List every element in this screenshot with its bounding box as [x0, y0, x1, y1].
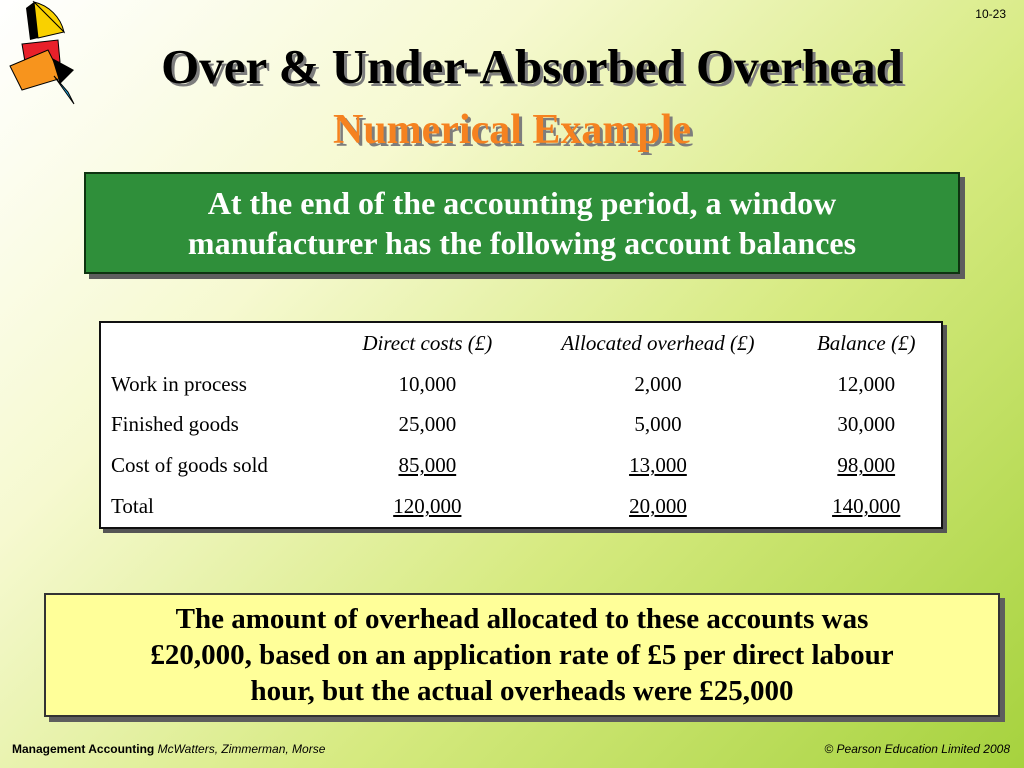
cell-allocated-overhead: 2,000: [634, 371, 682, 396]
intro-line-1: At the end of the accounting period, a window: [207, 185, 837, 221]
header-cell-direct-costs: Direct costs (£): [362, 330, 493, 355]
underlined-value: 85,000: [398, 453, 457, 478]
account-balances-table: [99, 321, 943, 529]
underlined-value: 120,000: [393, 494, 462, 519]
intro-line-2: manufacturer has the following account balances: [187, 225, 857, 261]
cell-balance: [791, 486, 941, 527]
page-subtitle: Numerical Example: [332, 107, 692, 153]
table-row: [101, 364, 941, 405]
note-line-3: hour, but the actual overheads were £25,000: [250, 675, 794, 707]
header-cell-balance: Balance (£): [816, 330, 916, 355]
row-label: Finished goods: [111, 412, 239, 437]
table-row: [101, 405, 941, 446]
intro-box: [84, 172, 960, 274]
cell-balance: 12,000: [837, 371, 896, 396]
cell-allocated-overhead: [524, 486, 791, 527]
underlined-value: 140,000: [832, 494, 901, 519]
slide-number: 10-23: [975, 7, 1006, 21]
cell-allocated-overhead: [524, 445, 791, 486]
cell-direct-costs: [330, 445, 524, 486]
underlined-value: 20,000: [629, 494, 687, 519]
footer-book-info: [12, 742, 325, 756]
table-row-total: [101, 486, 941, 527]
cell-direct-costs: 10,000: [398, 371, 457, 396]
note-line-2: £20,000, based on an application rate of £5 per direct labour: [150, 639, 894, 671]
cell-balance: [791, 445, 941, 486]
cell-direct-costs: 25,000: [398, 412, 457, 437]
row-label: Work in process: [111, 371, 247, 396]
footer-book-title: Management Accounting: [12, 742, 155, 756]
footer-copyright: © Pearson Education Limited 2008: [824, 742, 1010, 756]
underlined-value: 13,000: [629, 453, 687, 478]
cell-balance: 30,000: [837, 412, 896, 437]
note-line-1: The amount of overhead allocated to these accounts was: [175, 603, 869, 635]
cell-allocated-overhead: 5,000: [634, 412, 682, 437]
footer-authors: McWatters, Zimmerman, Morse: [157, 742, 326, 756]
cell-direct-costs: [330, 486, 524, 527]
table-row: [101, 445, 941, 486]
page-title: Over & Under-Absorbed Overhead: [161, 39, 903, 94]
header-cell-label: [101, 323, 330, 364]
note-box: [44, 593, 1000, 717]
underlined-value: 98,000: [837, 453, 896, 478]
header-cell-allocated-overhead: Allocated overhead (£): [561, 330, 755, 355]
table-header-row: [101, 323, 941, 364]
row-label: Cost of goods sold: [111, 453, 268, 478]
row-label: Total: [111, 494, 154, 519]
